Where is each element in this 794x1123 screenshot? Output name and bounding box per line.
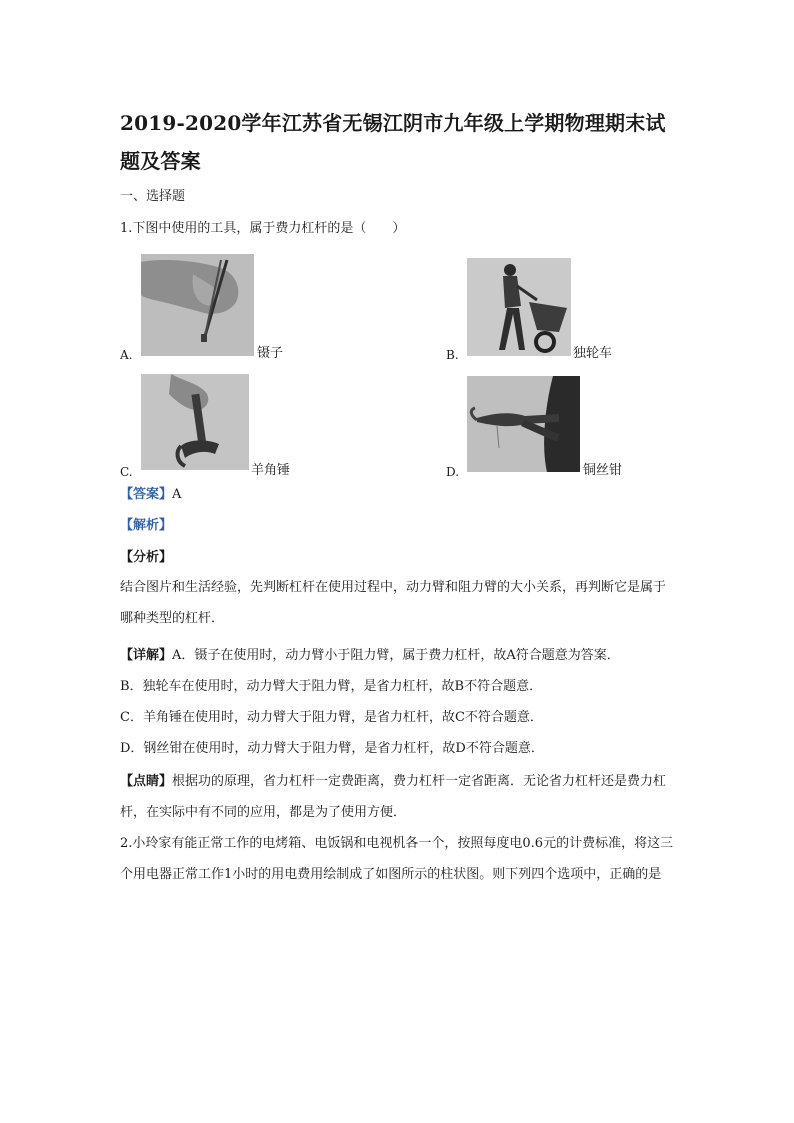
detail-d: D．钢丝钳在使用时，动力臂大于阻力臂，是省力杠杆，故D不符合题意． [120, 741, 544, 756]
option-d-letter: D. [446, 465, 460, 479]
page-title: 2019-2020学年江苏省无锡江阴市九年级上学期物理期末试题及答案 [120, 111, 666, 173]
dianjing-paragraph [120, 766, 676, 828]
option-b-label: 独轮车 [573, 346, 613, 361]
option-c-letter: C. [120, 465, 133, 479]
wheelbarrow-photo [467, 258, 571, 356]
answer-line [120, 486, 181, 504]
tweezers-photo [141, 254, 254, 356]
pliers-photo [467, 376, 580, 472]
answer-tag: 【答案】 [120, 487, 173, 502]
detail-tag: 【详解】 [120, 648, 173, 663]
fenxi-tag: 【分析】 [120, 550, 173, 565]
dianjing-tag: 【点睛】 [120, 774, 173, 789]
answer-value: A [172, 487, 182, 502]
dianjing-text: 根据功的原理，省力杠杆一定费距离，费力杠杆一定省距离．无论省力杠杆还是费力杠杆，在实际中有不同的应用，都是为了使用方便． [120, 774, 667, 820]
option-a-letter: A. [120, 348, 133, 362]
option-a-label: 镊子 [257, 346, 284, 361]
section-heading: 一、选择题 [120, 189, 186, 204]
detail-a-line [120, 647, 620, 665]
option-b-letter: B. [446, 348, 459, 362]
fenxi-text: 结合图片和生活经验，先判断杠杆在使用过程中，动力臂和阻力臂的大小关系，再判断它是属于哪种类型的杠杆． [120, 580, 667, 626]
analysis-heading [120, 517, 172, 535]
option-c-label: 羊角锤 [251, 463, 291, 478]
detail-b: B．独轮车在使用时，动力臂大于阻力臂，是省力杠杆，故B不符合题意． [120, 679, 543, 694]
detail-a: A．镊子在使用时，动力臂小于阻力臂，属于费力杠杆，故A符合题意为答案． [172, 648, 620, 663]
question-1-stem: 1.下图中使用的工具，属于费力杠杆的是（ ） [120, 221, 406, 236]
question-2-stem: 2.小玲家有能正常工作的电烤箱、电饭锅和电视机各一个，按照每度电0.6元的计费标准，将这三个用电器正常工作1小时的用电费用绘制成了如图所示的柱状图。则下列四个选项中，正确的是 [120, 836, 674, 882]
analysis-tag: 【解析】 [120, 518, 173, 533]
option-d-label: 铜丝钳 [583, 463, 623, 478]
claw-hammer-photo [141, 374, 249, 470]
fenxi-heading [120, 549, 172, 567]
detail-c: C．羊角锤在使用时，动力臂大于阻力臂，是省力杠杆，故C不符合题意． [120, 710, 543, 725]
